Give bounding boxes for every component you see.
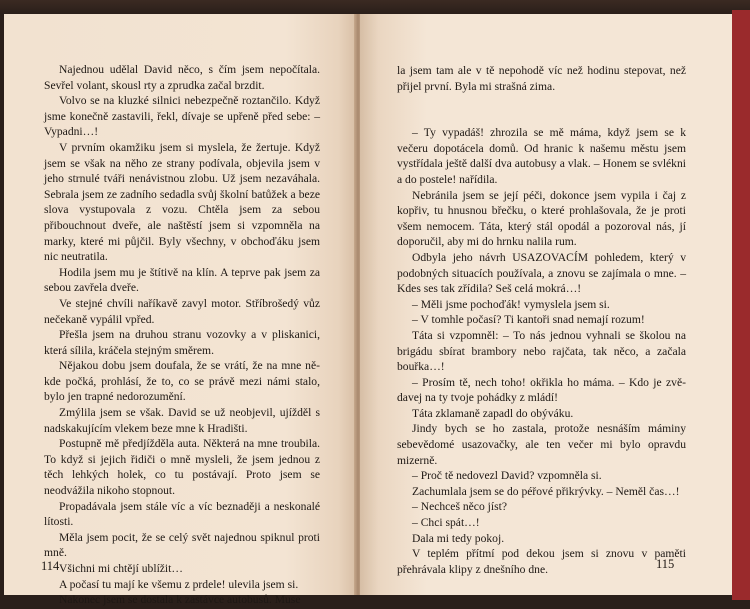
paragraph: V teplém přítmí pod dekou jsem si znovu v paměti přehrávala klipy z dnešního dne. [397, 547, 686, 576]
paragraph: – Proč tě nedovezl David? vzpomněla si. [412, 469, 602, 483]
paragraph: Postupně mě předjížděla auta. Některá na mne troubila. To když si jejich řidiči o mně mysleli, že jsem jednou z těch lehkých holek, co tu postávají. Proto jsem se neodvážila nikoho stopnout. [44, 437, 320, 498]
paragraph: Nakonec jsem se dostala k zastávce autobusů. Muse [59, 593, 301, 607]
paragraph: V prvním okamžiku jsem si myslela, že žertuje. Když jsem se však na něho ze strany podívala, objevila jsem v jeho strnulé tváři nenávistnou zlobu. Už jsem nezaváhala. Sebrala jsem ze zadního sedadla svůj školní batůžek a beze slova vystupovala z vozu. Chtěla jsem za sebou přibouchnout dveře, ale naštěstí jsem si vzpomněla na marky, které mi půjčil. Byly všechny, v obchoďáku jsem nic neutratila. [44, 140, 320, 264]
paragraph: Odbyla jeho návrh USAZOVACÍM pohledem, který v podobných situacích používala, a znovu se zajímala o mne. – Kdes ses tak zřídila? Seš celá mokrá…! [397, 250, 686, 296]
paragraph: Zmýlila jsem se však. David se už neobjevil, ujížděl s nadskakujícím vlekem beze mne k Hradišti. [44, 406, 320, 435]
paragraph: Propadávala jsem stále víc a víc beznaději a neskonalé lítosti. [44, 499, 320, 529]
paragraph: Ve stejné chvíli naříkavě zavyl motor. Stříbrošedý vůz nečekaně vypálil vpřed. [44, 296, 320, 326]
paragraph: Jindy bych se ho zastala, protože nesnáším máminy sebevědomé usazovačky, ale ten večer mi bylo opravdu mizerně. [397, 422, 686, 467]
paragraph: A počasí tu mají ke všemu z prdele! ulevila jsem si. [59, 577, 299, 591]
left-page [4, 14, 356, 607]
paragraph: Táta zklamaně zapadl do obýváku. [412, 406, 574, 420]
paragraph: Všichni mi chtějí ublížit… [59, 562, 183, 575]
paragraph: Zachumlala jsem se do péřové přikrývky. – Neměl čas…! [412, 484, 680, 498]
paragraph: Přešla jsem na druhou stranu vozovky a v pliskanici, která sílila, kráčela stejným směrem. [44, 328, 320, 357]
left-page-text [44, 62, 320, 608]
paragraph: – Prosím tě, nech toho! okřikla ho máma. – Kdo je zvědavej na ty tvoje pohádky z mládí! [397, 375, 686, 405]
paragraph: Volvo se na kluzké silnici nebezpečně roztančilo. Když jsme konečně zastavili, řekl, dívaje se upřeně před sebe: – Vypadni…! [44, 94, 320, 139]
page-number: 114 [41, 559, 60, 573]
paragraph: Najednou udělal David něco, s čím jsem nepočítala. Sevřel volant, skousl rty a zprudka začal brzdit. [44, 63, 320, 92]
paragraph: Nebránila jsem se její péči, dokonce jsem vypila i čaj z kopřiv, tu hnusnou břečku, o které prohlašovala, že je proti všem nemocem. Táta, který stál opodál a pozoroval nás, jí doporučil, aby mi do hrnku nalila rum. [397, 188, 686, 249]
paragraph: – Chci spát…! [412, 516, 480, 530]
paragraph: Hodila jsem mu je štítivě na klín. A teprve pak jsem za sebou zavřela dveře. [44, 265, 320, 295]
paragraph: Dala mi tedy pokoj. [412, 531, 505, 545]
right-page-text [397, 63, 686, 577]
paragraph: Nějakou dobu jsem doufala, že se vrátí, že na mne někde počká, prohlásí, že to, co se právě mezi námi stalo, bylo jen trapné nedorozumění. [44, 359, 320, 404]
right-page [360, 14, 732, 595]
paragraph: Měla jsem pocit, že se celý svět najednou spiknul proti mně. [44, 530, 320, 560]
page-number: 115 [656, 557, 675, 571]
paragraph: Táta si vzpomněl: – To nás jednou vyhnali se školou na brigádu sbírat brambory nebo rajčata, tak něco, a začala bouřka…! [397, 328, 686, 374]
paragraph-continuation: la jsem tam ale v tě nepohodě víc než hodinu stepovat, než přijel první. Byla mi strašná zima. [397, 64, 686, 93]
paragraph: – V tomhle počasí? Ti kantoři snad nemají rozum! [412, 313, 645, 327]
book-cover-edge [732, 10, 750, 600]
paragraph: – Ty vypadáš! zhrozila se mě máma, když jsem se k večeru dopotácela domů. Od hranic k našemu městu jsem vystřídala ještě další dva autobusy a vlak. – Honem se svlékni a do postele! nařídila. [397, 126, 686, 186]
paragraph: – Měli jsme pochoďák! vymyslela jsem si. [412, 297, 610, 311]
paragraph: – Nechceš něco jíst? [412, 500, 507, 514]
